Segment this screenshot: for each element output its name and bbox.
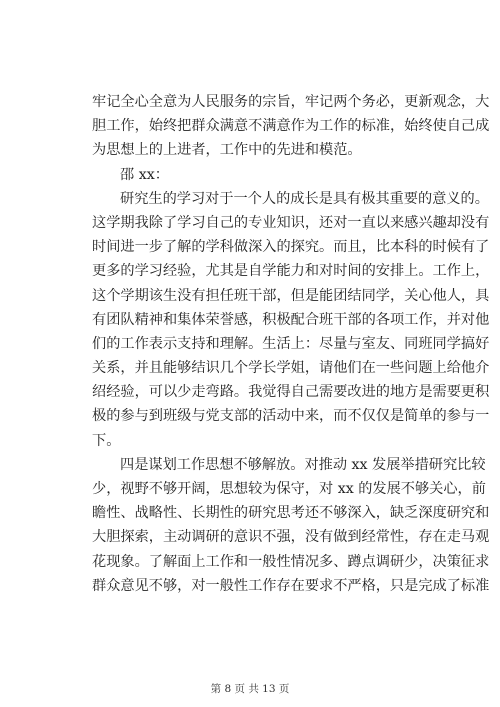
text-line: 这学期我除了学习自己的专业知识，还对一直以来感兴趣却没有: [92, 214, 490, 231]
person-heading: 邵 xx：: [120, 166, 169, 183]
document-body: [92, 90, 490, 598]
text-line: 花现象。了解面上工作和一般性情况多、蹲点调研少，决策征求: [92, 553, 490, 570]
text-line: 为思想上的上进者，工作中的先进和模范。: [92, 142, 362, 159]
text-line: 瞻性、战略性、长期性的研究思考还不够深入，缺乏深度研究和: [92, 505, 490, 522]
text-line: 更多的学习经验，尤其是自学能力和对时间的安排上。工作上，: [92, 263, 490, 280]
text-line: 绍经验，可以少走弯路。我觉得自己需要改进的地方是需要更积: [92, 384, 490, 401]
text-line: 这个学期该生没有担任班干部，但是能团结同学，关心他人，具: [92, 287, 490, 304]
text-line: 牢记全心全意为人民服务的宗旨，牢记两个务必，更新观念，大: [92, 94, 490, 110]
text-line: 有团队精神和集体荣誉感，积极配合班干部的各项工作，并对他: [92, 311, 490, 328]
text-line: 关系，并且能够结识几个学长学姐，请他们在一些问题上给他介: [92, 360, 490, 377]
text-line: 下。: [92, 432, 121, 449]
text-line: 们的工作表示支持和理解。生活上：尽量与室友、同班同学搞好: [92, 335, 490, 352]
text-line: 极的参与到班级与党支部的活动中来，而不仅仅是简单的参与一: [92, 408, 490, 425]
paragraph-start-line: 研究生的学习对于一个人的成长是具有极其重要的意义的。: [120, 190, 489, 207]
text-line: 大胆探索，主动调研的意识不强，没有做到经常性，存在走马观: [92, 529, 490, 546]
text-line: 胆工作，始终把群众满意不满意作为工作的标准，始终使自己成: [92, 118, 490, 135]
text-line: 少，视野不够开阔，思想较为保守，对 xx 的发展不够关心，前: [92, 481, 486, 497]
text-line: 群众意见不够，对一般性工作存在要求不严格，只是完成了标准: [92, 577, 490, 594]
paragraph-start-line: 四是谋划工作思想不够解放。对推动 xx 发展举措研究比较: [120, 456, 486, 473]
page-number-footer: 第 8 页 共 13 页: [210, 683, 290, 695]
text-line: 时间进一步了解的学科做深入的探究。而且，比本科的时候有了: [92, 239, 490, 256]
